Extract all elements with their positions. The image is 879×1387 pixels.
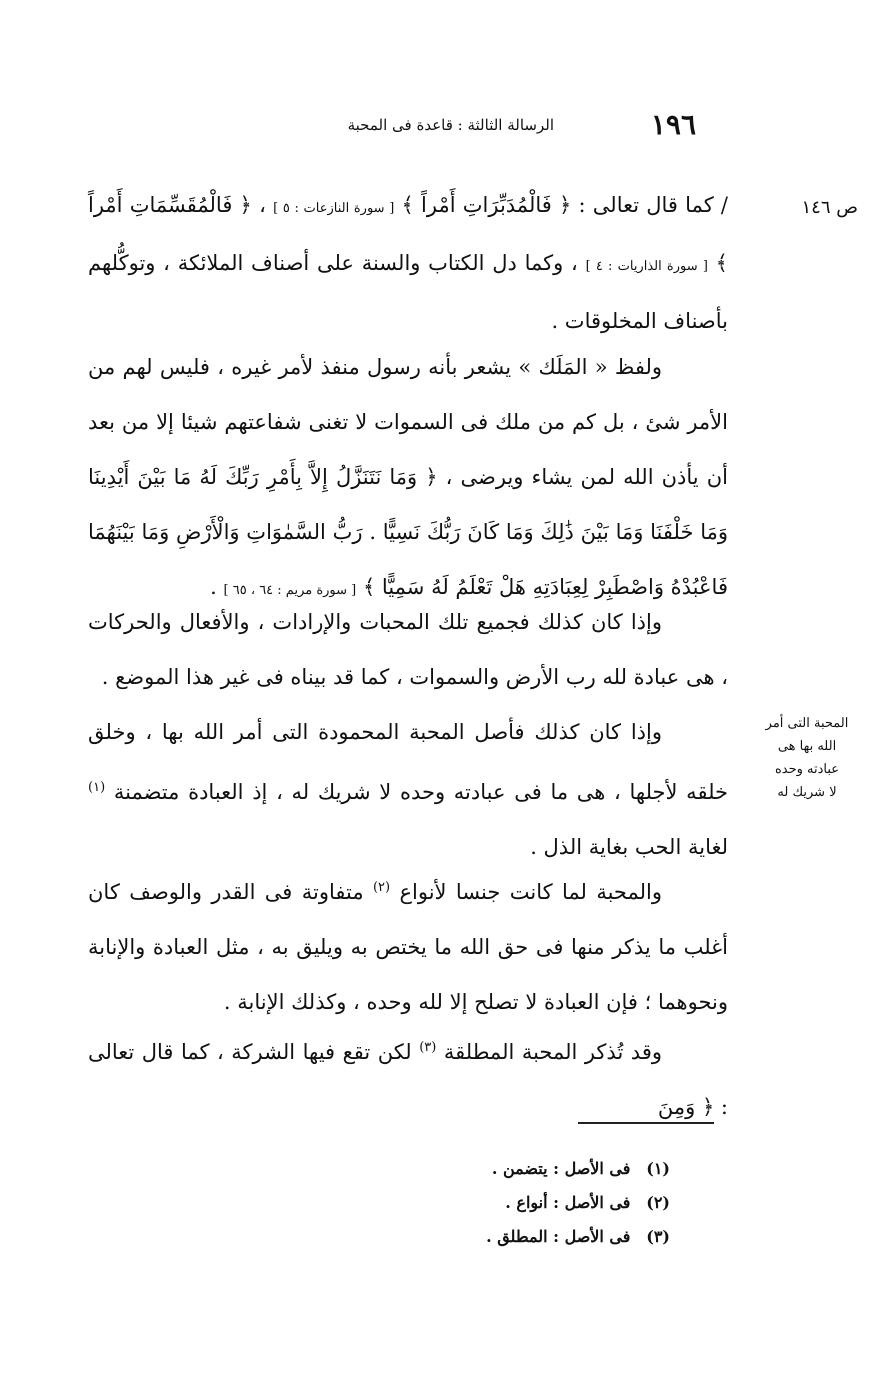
paragraph-text: وإذا كان كذلك فجميع تلك المحبات والإرادات ، والأفعال والحركات ، هى عبادة لله رب الأرض والسموات ، كما قد بيناه فى غير هذا الموضع . [88, 610, 728, 689]
paragraph-text: . [210, 575, 217, 599]
paragraph-text: وقد تُذكر المحبة المطلقة [443, 1040, 662, 1064]
running-title: الرسالة الثالثة : قاعدة فى المحبة [347, 116, 554, 134]
footnote-item [420, 1152, 670, 1186]
page-header [300, 108, 702, 148]
footnote-number: (٢) [646, 1193, 670, 1212]
paragraph-5 [88, 860, 728, 1030]
paragraph-text: وإذا كان كذلك فأصل المحبة المحمودة التى أمر الله بها ، وخلق خلقه لأجلها ، هى ما فى عبادته وحده لا شريك له ، إذ العبادة متضمنة [88, 720, 728, 804]
footnote-number: (٣) [646, 1227, 670, 1246]
paragraph-text: ، وكما دل الكتاب والسنة على أصناف الملائكة ، وتوكُّلهم بأصناف المخلوقات . [88, 251, 728, 333]
marginal-note-line: عبادته وحده [774, 762, 840, 777]
paragraph-text: / كما قال تعالى : ﴿ فَالْمُدَبِّرَاتِ أَمْراً ﴾ [401, 193, 728, 217]
quran-reference: [ سورة مريم : ٦٤ ، ٦٥ ] [223, 583, 357, 598]
marginal-note-line: الله بها هى [777, 739, 837, 754]
paragraph-text: لكن تقع فيها الشركة ، كما قال تعالى : ﴿ وَمِنَ [88, 1040, 728, 1119]
marginal-note-line: المحبة التى أمر [765, 716, 849, 731]
manuscript-page-reference: ص ١٤٦ [801, 197, 858, 218]
paragraph-4 [88, 705, 728, 875]
marginal-note [748, 712, 866, 804]
footnote-text: فى الأصل : المطلق . [486, 1227, 631, 1246]
page-number: ١٩٦ [650, 108, 696, 141]
paragraph-text: والمحبة لما كانت جنسا لأنواع [399, 880, 662, 904]
footnote-marker: (٣) [419, 1040, 437, 1055]
paragraph-3 [88, 595, 728, 705]
paragraph-1 [88, 178, 728, 349]
paragraph-text: لغاية الحب بغاية الذل . [530, 835, 728, 859]
quran-reference: [ سورة الذاريات : ٤ ] [585, 259, 708, 274]
paragraph-text: ، ﴿ فَالْمُقَسِّمَاتِ أَمْراً ﴾ [88, 193, 728, 275]
paragraph-6 [88, 1020, 728, 1135]
footnote-number: (١) [646, 1159, 670, 1178]
marginal-note-line: لا شريك له [777, 785, 837, 800]
footnotes [420, 1152, 670, 1254]
footnote-text: فى الأصل : أنواع . [505, 1193, 631, 1212]
paragraph-2 [88, 340, 728, 618]
footnote-text: فى الأصل : يتضمن . [491, 1159, 631, 1178]
footnote-item [420, 1220, 670, 1254]
footnote-divider [578, 1122, 714, 1124]
quran-reference: [ سورة النازعات : ٥ ] [273, 201, 395, 216]
paragraph-text: ولفظ « المَلَك » يشعر بأنه رسول منفذ لأمر غيره ، فليس لهم من الأمر شئ ، بل كم من ملك فى السموات لا تغنى شفاعتهم شيئا إلا من بعد أن يأذن الله لمن يشاء ويرضى ، ﴿ وَمَا نَتَنَزَّلُ إِلاَّ بِأَمْرِ رَبِّكَ لَهُ مَا بَيْنَ أَيْدِينَا وَمَا خَلْفَنَا وَمَا بَيْنَ ذَٰلِكَ وَمَا كَانَ رَبُّكَ نَسِيًّا . رَبُّ السَّمٰوَاتِ وَالْأَرْضِ وَمَا بَيْنَهُمَا فَاعْبُدْهُ وَاصْطَبِرْ لِعِبَادَتِهِ هَلْ تَعْلَمُ لَهُ سَمِيًّا ﴾ [88, 355, 728, 599]
footnote-marker: (١) [88, 780, 106, 795]
footnote-item [420, 1186, 670, 1220]
paragraph-text: متفاوتة فى القدر والوصف كان أغلب ما يذكر منها فى حق الله ما يختص به ويليق به ، مثل العبادة والإنابة ونحوهما ؛ فإن العبادة لا تصلح إلا لله وحده ، وكذلك الإنابة . [88, 880, 728, 1014]
footnote-marker: (٢) [372, 880, 391, 895]
